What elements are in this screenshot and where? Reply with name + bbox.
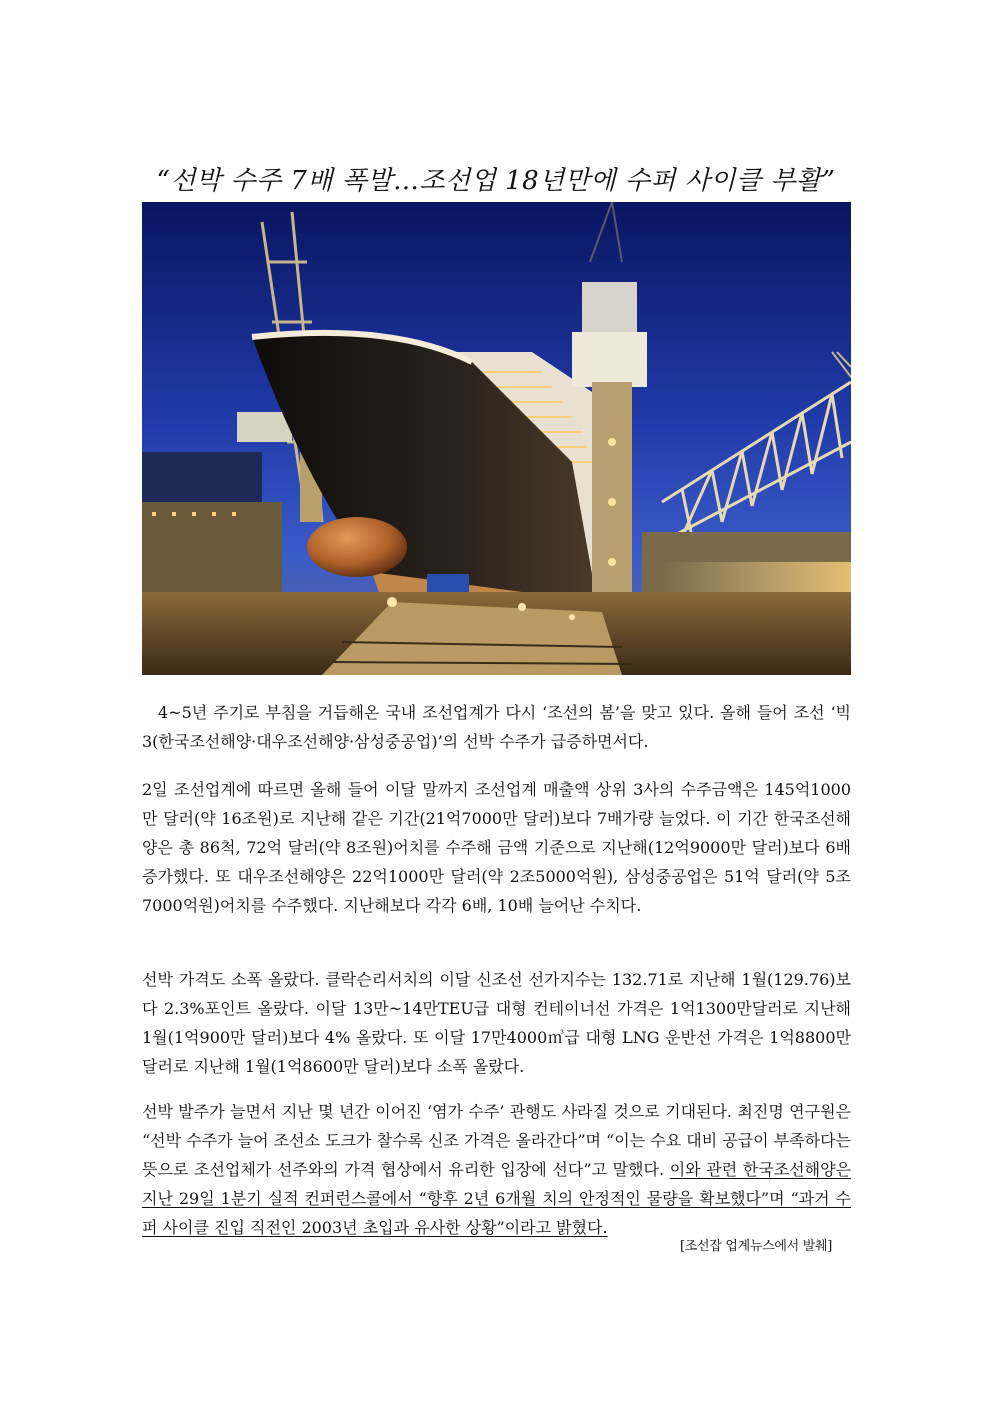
paragraph-2: 2일 조선업계에 따르면 올해 들어 이달 말까지 조선업계 매출액 상위 3사의 수주금액은 145억1000만 달러(약 16조원)로 지난해 같은 기간(21억7000만 달러)보다 7배가량 늘었다. 이 기간 한국조선해양은 총 86척, 72억 달러(약 8조원)어치를 수주해 금액 기준으로 지난해(12억9000만 달러)보다 6배 증가했다. 또 대우조선해양은 22억1000만 달러(약 2조5000억원), 삼성중공업은 51억 달러(약 5조7000억원)어치를 수주했다. 지난해보다 각각 6배, 10배 늘어난 수치다. (142, 780, 851, 915)
paragraph-1: 4~5년 주기로 부침을 거듭해온 국내 조선업계가 다시 ‘조선의 봄’을 맞고 있다. 올해 들어 조선 ‘빅3(한국조선해양·대우조선해양·삼성중공업)’의 선박 수주가 급증하면서다. (142, 703, 851, 751)
paragraph-3: 선박 가격도 소폭 올랐다. 클락슨리서치의 이달 신조선 선가지수는 132.71로 지난해 1월(129.76)보다 2.3%포인트 올랐다. 이달 13만~14만TEU급 대형 컨테이너선 가격은 1억1300만달러로 지난해 1월(1억900만 달러)보다 4% 올랐다. 또 이달 17만4000㎥급 대형 LNG 운반선 가격은 1억8800만 달러로 지난해 1월(1억8600만 달러)보다 소폭 올랐다. (142, 970, 851, 1076)
shipyard-photo (142, 202, 851, 675)
paragraph-4-underlined: 이와 관련 한국조선해양은 지난 29일 1분기 실적 컨퍼런스콜에서 “향후 2년 6개월 치의 안정적인 물량을 확보했다”며 “과거 수퍼 사이클 진입 직전인 2003년 초입과 유사한 상황”이라고 밝혔다. (142, 1160, 851, 1237)
paragraph-4-text: 선박 발주가 늘면서 지난 몇 년간 이어진 ‘염가 수주’ 관행도 사라질 것으로 기대된다. 최진명 연구원은 “선박 수주가 늘어 조선소 도크가 찰수록 신조 가격은 올라간다”며 “이는 수요 대비 공급이 부족하다는 뜻으로 조선업체가 선주와의 가격 협상에서 유리한 입장에 선다”고 말했다. (142, 1102, 851, 1179)
paragraph-4 (142, 1097, 851, 1242)
article-title: “선박 수주 7배 폭발…조선업 18년만에 수퍼 사이클 부활” (156, 166, 836, 196)
source-note: [조선잡 업계뉴스에서 발췌] (680, 1239, 833, 1254)
